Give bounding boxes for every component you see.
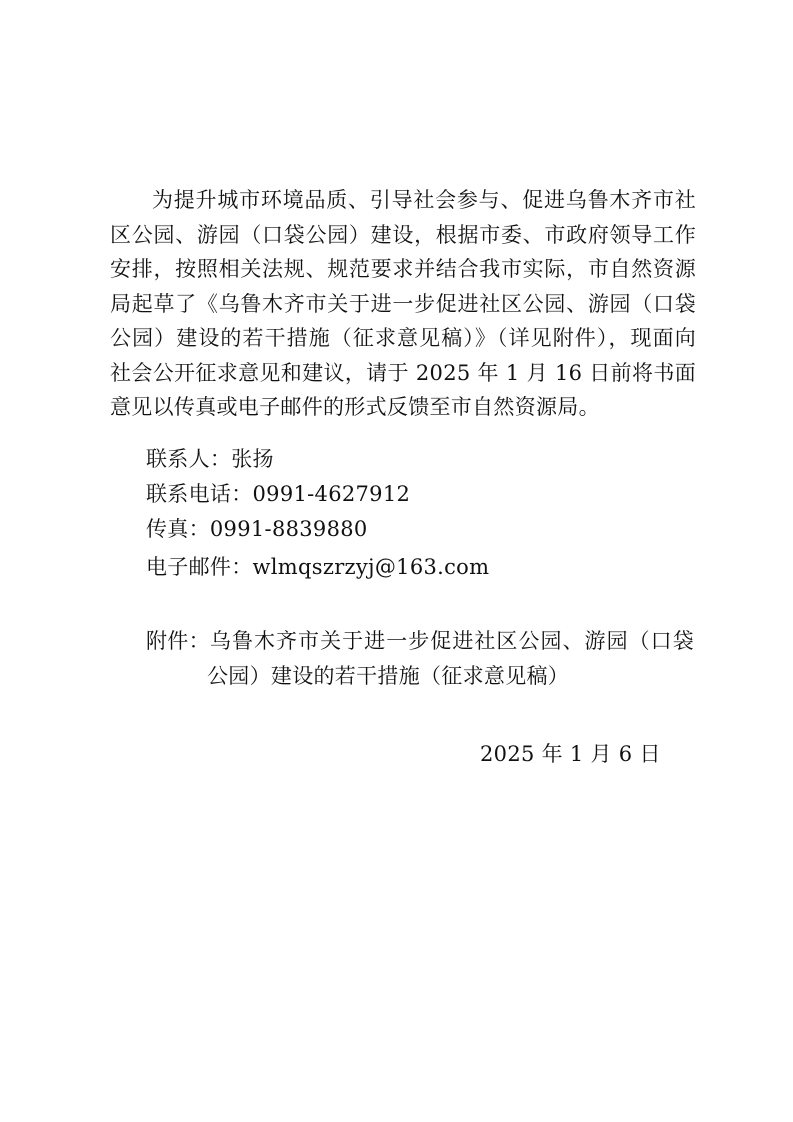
- attachment-block: [146, 624, 694, 693]
- attachment-label: 附件：: [146, 629, 210, 653]
- email-address: 电子邮件：wlmqszrzyj@163.com: [146, 555, 490, 579]
- contact-phone: 联系电话：0991-4627912: [146, 482, 411, 506]
- main-paragraph: 为提升城市环境品质、引导社会参与、促进乌鲁木齐市社区公园、游园（口袋公园）建设，根据市委、市政府领导工作安排，按照相关法规、规范要求并结合我市实际，市自然资源局起草了《乌鲁木齐市关于进一步促进社区公园、游园（口袋公园）建设的若干措施（征求意见稿）》（详见附件），现面向社会公开征求意见和建议，请于 2025 年 1 月 16 日前将书面意见以传真或电子邮件的形式反馈至市自然资源局。: [110, 188, 696, 419]
- fax-number: 传真：0991-8839880: [146, 517, 368, 541]
- attachment-title: 乌鲁木齐市关于进一步促进社区公园、游园（口袋公园）建设的若干措施（征求意见稿）: [207, 629, 694, 688]
- contact-person: 联系人：张扬: [146, 447, 274, 471]
- document-date: 2025 年 1 月 6 日: [480, 742, 661, 766]
